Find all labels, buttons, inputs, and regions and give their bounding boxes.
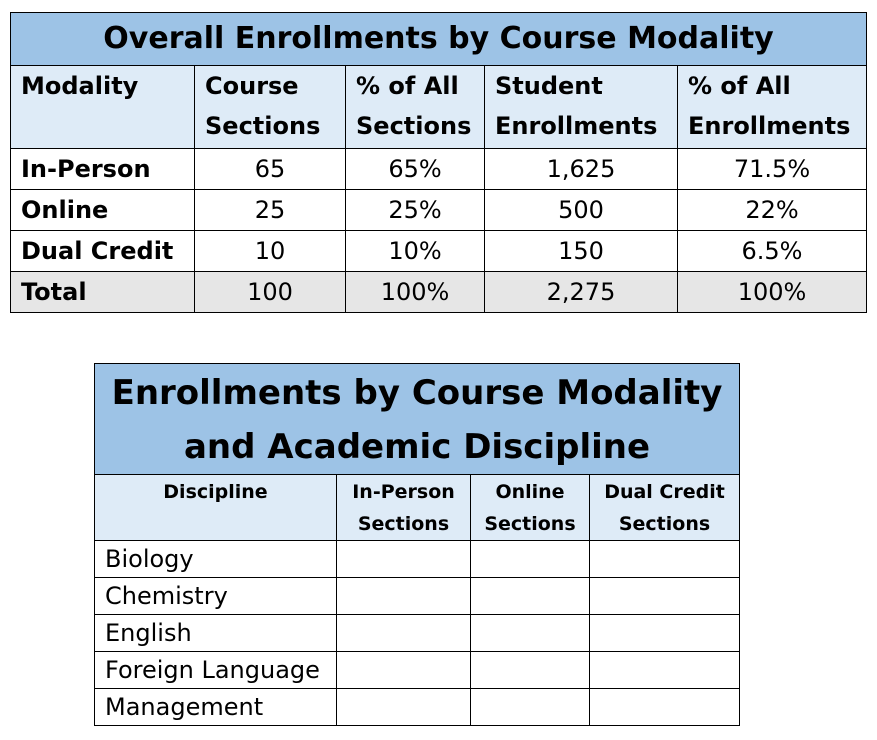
empty-cell xyxy=(590,652,740,689)
cell-pct-enrollments: 100% xyxy=(678,272,867,313)
row-label: Dual Credit xyxy=(11,231,195,272)
cell-student-enrollments: 1,625 xyxy=(485,149,678,190)
header-pct-sections: % of All Sections xyxy=(346,66,485,149)
row-label: Total xyxy=(11,272,195,313)
empty-cell xyxy=(471,652,590,689)
cell-pct-enrollments: 71.5% xyxy=(678,149,867,190)
cell-course-sections: 10 xyxy=(195,231,346,272)
discipline-name: Foreign Language xyxy=(95,652,337,689)
empty-cell xyxy=(590,578,740,615)
table-row-online xyxy=(11,190,867,231)
empty-cell xyxy=(471,615,590,652)
row-label: Online xyxy=(11,190,195,231)
table-row-chemistry xyxy=(95,578,740,615)
overall-enrollments-table xyxy=(10,12,867,313)
discipline-name: Chemistry xyxy=(95,578,337,615)
cell-student-enrollments: 500 xyxy=(485,190,678,231)
header-dual-credit-sections: Dual Credit Sections xyxy=(590,475,740,541)
discipline-name: Biology xyxy=(95,541,337,578)
empty-cell xyxy=(337,578,471,615)
cell-pct-sections: 100% xyxy=(346,272,485,313)
table-header-row xyxy=(11,66,867,149)
cell-pct-enrollments: 22% xyxy=(678,190,867,231)
header-discipline: Discipline xyxy=(95,475,337,541)
empty-cell xyxy=(471,578,590,615)
discipline-enrollments-table xyxy=(94,363,740,726)
empty-cell xyxy=(590,615,740,652)
cell-pct-sections: 65% xyxy=(346,149,485,190)
header-modality: Modality xyxy=(11,66,195,149)
empty-cell xyxy=(337,541,471,578)
cell-course-sections: 25 xyxy=(195,190,346,231)
table-row-dual-credit xyxy=(11,231,867,272)
cell-course-sections: 65 xyxy=(195,149,346,190)
empty-cell xyxy=(337,689,471,726)
cell-pct-enrollments: 6.5% xyxy=(678,231,867,272)
header-in-person-sections: In-Person Sections xyxy=(337,475,471,541)
cell-student-enrollments: 150 xyxy=(485,231,678,272)
header-pct-enrollments: % of All Enrollments xyxy=(678,66,867,149)
table-row-management xyxy=(95,689,740,726)
discipline-enrollments-title: Enrollments by Course Modality and Academic Discipline xyxy=(95,364,740,475)
empty-cell xyxy=(337,615,471,652)
cell-pct-sections: 25% xyxy=(346,190,485,231)
empty-cell xyxy=(471,689,590,726)
table-row-foreign-language xyxy=(95,652,740,689)
table-row-biology xyxy=(95,541,740,578)
empty-cell xyxy=(590,541,740,578)
empty-cell xyxy=(590,689,740,726)
empty-cell xyxy=(471,541,590,578)
header-course-sections: Course Sections xyxy=(195,66,346,149)
discipline-name: English xyxy=(95,615,337,652)
header-student-enrollments: Student Enrollments xyxy=(485,66,678,149)
overall-enrollments-title: Overall Enrollments by Course Modality xyxy=(11,13,867,66)
table-row-in-person xyxy=(11,149,867,190)
table-row-english xyxy=(95,615,740,652)
discipline-name: Management xyxy=(95,689,337,726)
header-online-sections: Online Sections xyxy=(471,475,590,541)
cell-course-sections: 100 xyxy=(195,272,346,313)
cell-pct-sections: 10% xyxy=(346,231,485,272)
row-label: In-Person xyxy=(11,149,195,190)
table-row-total xyxy=(11,272,867,313)
cell-student-enrollments: 2,275 xyxy=(485,272,678,313)
empty-cell xyxy=(337,652,471,689)
table-header-row xyxy=(95,475,740,541)
